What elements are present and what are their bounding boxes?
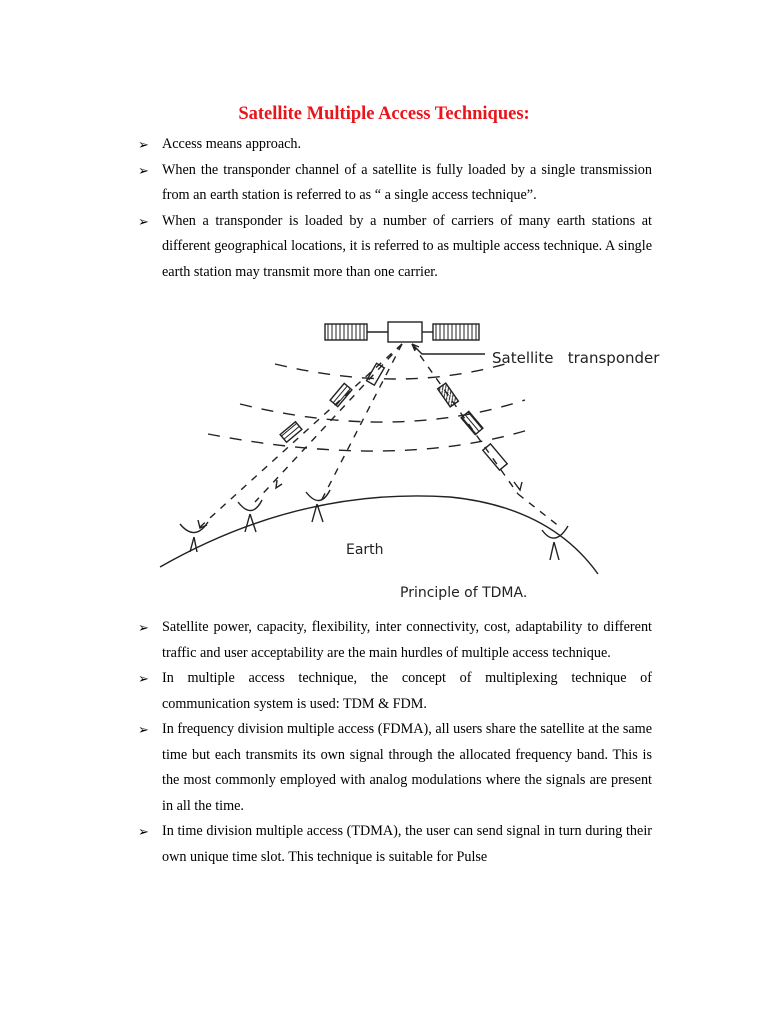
satellite-transponder-label: Satellite transponder xyxy=(492,349,660,367)
list-item xyxy=(138,717,652,819)
list-item xyxy=(138,158,652,209)
arrowhead-bullet-icon: ➢ xyxy=(138,824,149,839)
bullet-list-bottom xyxy=(138,615,652,870)
list-item xyxy=(138,819,652,870)
bullet-text: When a transponder is loaded by a number of carriers of many earth stations at different geographical locations, it is referred to as multiple access technique. A single earth station may transmit more than one carrier. xyxy=(162,212,652,280)
list-item xyxy=(138,209,652,286)
bullet-text: Satellite power, capacity, flexibility, inter connectivity, cost, adaptability to different traffic and user acceptability are the main hurdles of multiple access technique. xyxy=(162,619,652,661)
bullet-text: When the transponder channel of a satellite is fully loaded by a single transmission from an earth station is referred to as “ a single access technique”. xyxy=(162,161,652,203)
bullet-list-top xyxy=(138,132,652,285)
earth-label: Earth xyxy=(346,542,384,558)
list-item xyxy=(138,615,652,666)
tdma-diagram xyxy=(150,312,690,612)
arrowhead-bullet-icon: ➢ xyxy=(138,671,149,686)
arrowhead-bullet-icon: ➢ xyxy=(138,722,149,737)
list-item xyxy=(138,666,652,717)
bullet-text: In multiple access technique, the concept of multiplexing technique of communication system is used: TDM & FDM. xyxy=(162,670,652,712)
bullet-text: In frequency division multiple access (FDMA), all users share the satellite at the same time but each transmits its own signal through the allocated frequency band. This is the most commonly employed with analog modulations where the signals are present in all the time. xyxy=(162,721,652,814)
list-item xyxy=(138,132,652,158)
arrowhead-bullet-icon: ➢ xyxy=(138,213,149,229)
signal-beams xyxy=(200,344,560,527)
earth-surface xyxy=(160,496,598,574)
arrowhead-bullet-icon: ➢ xyxy=(138,137,149,152)
bullet-text: In time division multiple access (TDMA), the user can send signal in turn during their own unique time slot. This technique is suitable for Pulse xyxy=(162,823,652,865)
arrowhead-bullet-icon: ➢ xyxy=(138,620,149,635)
bullet-text: Access means approach. xyxy=(162,136,302,152)
figure-caption: Principle of TDMA. xyxy=(400,585,528,601)
arrowhead-bullet-icon: ➢ xyxy=(138,162,149,178)
label-pointer-line xyxy=(412,344,485,354)
satellite-icon xyxy=(325,322,479,342)
page-title: Satellite Multiple Access Techniques: xyxy=(238,104,530,124)
